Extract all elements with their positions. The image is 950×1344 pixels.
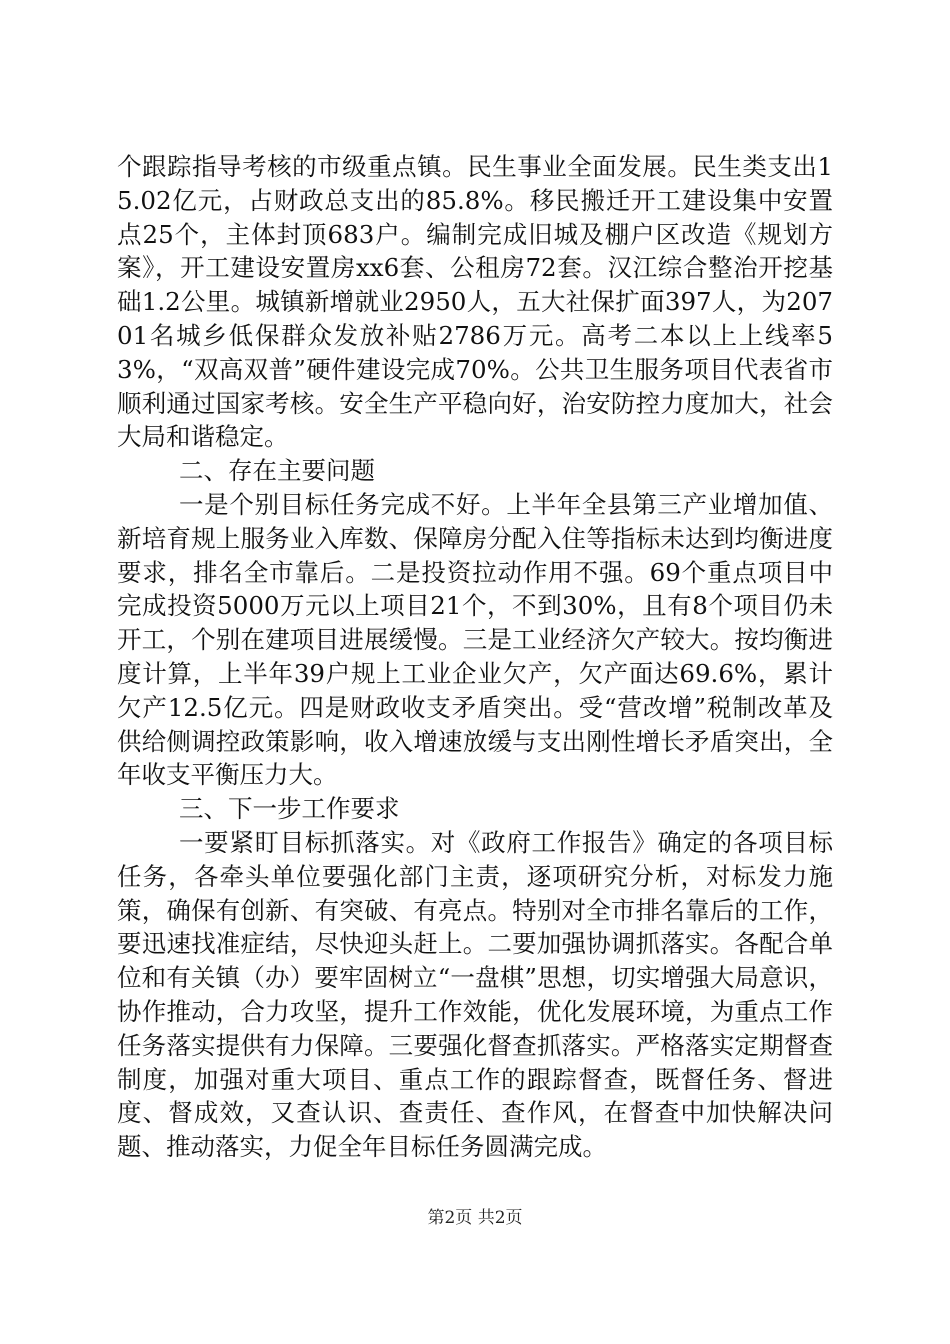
section-heading-problems: 二、存在主要问题 bbox=[179, 456, 375, 486]
document-body bbox=[117, 150, 833, 1164]
paragraph-next-steps: 一要紧盯目标抓落实。对《政府工作报告》确定的各项目标任务，各牵头单位要强化部门主责，逐项研究分析，对标发力施策，确保有创新、有突破、有亮点。特别对全市排名靠后的工作，要迅速找准症结，尽快迎头赶上。二要加强协调抓落实。各配合单位和有关镇（办）要牢固树立“一盘棋”思想，切实增强大局意识，协作推动，合力攻坚，提升工作效能，优化发展环境，为重点工作任务落实提供有力保障。三要强化督查抓落实。严格落实定期督查制度，加强对重大项目、重点工作的跟踪督查，既督任务、督进度、督成效，又查认识、查责任、查作风，在督查中加快解决问题、推动落实，力促全年目标任务圆满完成。 bbox=[117, 827, 833, 1162]
paragraph-problems: 一是个别目标任务完成不好。上半年全县第三产业增加值、新培育规上服务业入库数、保障房分配入住等指标未达到均衡进度要求，排名全市靠后。二是投资拉动作用不强。69个重点项目中完成投资5000万元以上项目21个，不到30%，且有8个项目仍未开工，个别在建项目进展缓慢。三是工业经济欠产较大。按均衡进度计算，上半年39户规上工业企业欠产，欠产面达69.6%，累计欠产12.5亿元。四是财政收支矛盾突出。受“营改增”税制改革及供给侧调控政策影响，收入增速放缓与支出刚性增长矛盾突出，全年收支平衡压力大。 bbox=[117, 489, 833, 790]
paragraph-livelihood: 个跟踪指导考核的市级重点镇。民生事业全面发展。民生类支出15.02亿元，占财政总支出的85.8%。移民搬迁开工建设集中安置点25个，主体封顶683户。编制完成旧城及棚户区改造《规划方案》，开工建设安置房xx6套、公租房72套。汉江综合整治开挖基础1.2公里。城镇新增就业2950人，五大社保扩面397人，为20701名城乡低保群众发放补贴2786万元。高考二本以上上线率53%，“双高双普”硬件建设完成70%。公共卫生服务项目代表省市顺利通过国家考核。安全生产平稳向好，治安防控力度加大，社会大局和谐稳定。 bbox=[117, 152, 833, 452]
section-heading-next-steps: 三、下一步工作要求 bbox=[179, 794, 400, 824]
page-footer: 第2页 共2页 bbox=[427, 1208, 523, 1228]
